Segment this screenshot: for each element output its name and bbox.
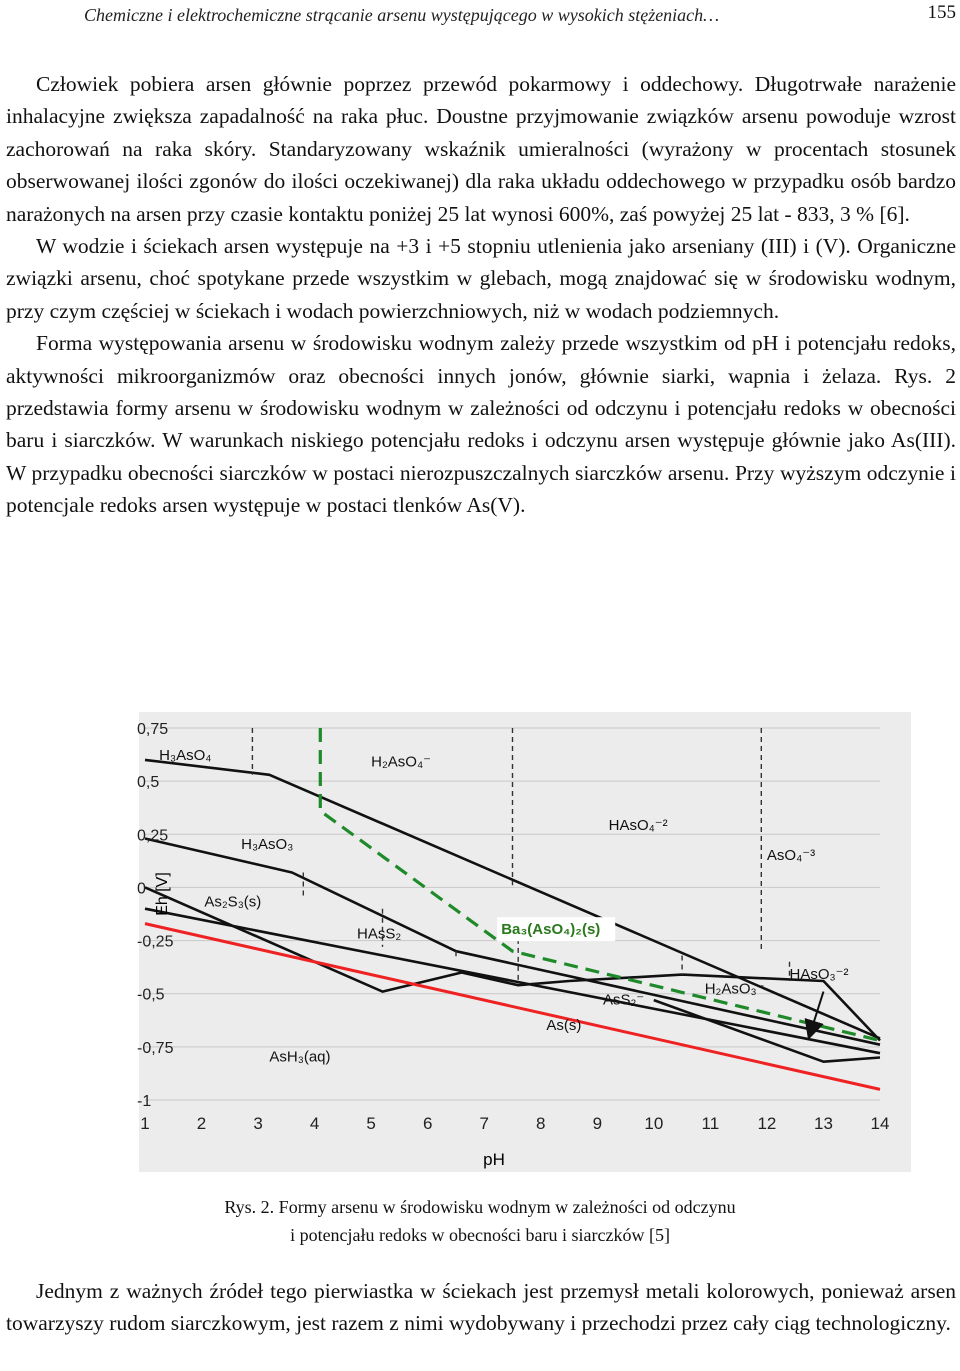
species-label: AsS₂⁻ bbox=[602, 991, 645, 1009]
page-number: 155 bbox=[927, 2, 956, 23]
figure-eh-ph-diagram bbox=[139, 712, 911, 1172]
body-text-after-figure bbox=[6, 1275, 956, 1340]
body-text bbox=[6, 68, 956, 522]
y-tick-label: 0,5 bbox=[137, 774, 160, 792]
x-tick-label: 8 bbox=[536, 1114, 546, 1133]
x-tick-label: 4 bbox=[309, 1114, 320, 1133]
species-label: AsO₄⁻³ bbox=[766, 846, 816, 864]
species-label: HAsO₃⁻² bbox=[789, 965, 849, 983]
y-tick-label: -0,5 bbox=[137, 986, 165, 1004]
page-header bbox=[0, 0, 960, 40]
species-label: HAsO₄⁻² bbox=[608, 817, 668, 835]
x-tick-label: 2 bbox=[196, 1114, 207, 1133]
running-title: Chemiczne i elektrochemiczne strącanie arsenu występującego w wysokich stężeniach… bbox=[84, 5, 720, 25]
x-tick-label: 10 bbox=[644, 1114, 664, 1133]
caption-line-1: Rys. 2. Formy arsenu w środowisku wodnym w zależności od odczynu bbox=[224, 1197, 736, 1217]
species-label: H₂AsO₃⁻ bbox=[704, 980, 765, 998]
paragraph-4: Jednym z ważnych źródeł tego pierwiastka w ściekach jest przemysł metali kolorowych, ponieważ arsen towarzyszy rudom siarczkowym, jest razem z nimi wydobywany i przechodzi przez cały ciąg technologiczny. bbox=[6, 1279, 956, 1336]
caption-line-2: i potencjału redoks w obecności baru i siarczków [5] bbox=[290, 1225, 670, 1245]
y-tick-label: -0,25 bbox=[137, 933, 174, 951]
x-tick-label: 9 bbox=[592, 1114, 603, 1133]
species-label: AsH₃(aq) bbox=[269, 1048, 331, 1066]
y-tick-label: 0 bbox=[137, 880, 146, 898]
y-tick-label: 0,25 bbox=[137, 827, 169, 845]
y-axis-label: Eh [V] bbox=[154, 872, 171, 916]
species-label: H₃AsO₄ bbox=[159, 746, 212, 764]
paragraph-2: W wodzie i ściekach arsen występuje na +3 i +5 stopniu utlenienia jako arseniany (III) i (V). Organiczne związki arsenu, choć spotykane przede wszystkim w glebach, mogą znajdować się w środowisku wodnym, przy czym częściej w ściekach i wodach powierzchniowych, niż w wodach podziemnych. bbox=[6, 234, 956, 323]
y-tick-label: -0,75 bbox=[137, 1039, 174, 1057]
species-label: As(s) bbox=[546, 1016, 582, 1034]
eh-ph-chart bbox=[139, 712, 911, 1172]
species-label: H₂AsO₄⁻ bbox=[371, 753, 432, 771]
species-label: Ba₃(AsO₄)₂(s) bbox=[501, 921, 601, 939]
x-tick-label: 14 bbox=[870, 1114, 890, 1133]
x-tick-label: 13 bbox=[814, 1114, 833, 1133]
species-label: H₃AsO₃ bbox=[241, 836, 294, 854]
x-tick-label: 1 bbox=[140, 1114, 150, 1133]
species-label: As₂S₃(s) bbox=[204, 893, 262, 911]
paragraph-3: Forma występowania arsenu w środowisku wodnym zależy przede wszystkim od pH i potencjału redoks, aktywności mikroorganizmów oraz obecności innych jonów, głównie siarki, wapnia i żelaza. Rys. 2 przedstawia formy arsenu w środowisku wodnym w zależności od odczynu i potencjału redoks w obecności baru i siarczków. W warunkach niskiego potencjału redoks i odczynu arsen występuje głównie jako As(III). W przypadku obecności siarczków w postaci nierozpuszczalnych siarczków arsenu. Przy wyższym odczynie i potencjale redoks arsen występuje w postaci tlenków As(V). bbox=[6, 331, 956, 518]
x-tick-label: 5 bbox=[366, 1114, 376, 1133]
x-tick-label: 6 bbox=[422, 1114, 433, 1133]
figure-caption bbox=[0, 1193, 960, 1249]
y-tick-label: -1 bbox=[137, 1093, 152, 1110]
x-tick-label: 3 bbox=[253, 1114, 263, 1133]
y-tick-label: 0,75 bbox=[137, 721, 169, 738]
x-tick-label: 11 bbox=[701, 1114, 720, 1133]
species-label: HAsS₂ bbox=[357, 925, 402, 943]
paragraph-1: Człowiek pobiera arsen głównie poprzez przewód pokarmowy i oddechowy. Długotrwałe narażenie inhalacyjne zwiększa zapadalność na raka płuc. Doustne przyjmowanie związków arsenu powoduje wzrost zachorowań na raka skóry. Standaryzowany wskaźnik umieralności (wyrażony w procentach stosunek obserwowanej ilości zgonów do ilości oczekiwanej) dla raka układu oddechowego w przypadku osób bardzo narażonych na arsen przy czasie kontaktu poniżej 25 lat wynosi 600%, zaś powyżej 25 lat - 833, 3 % [6]. bbox=[6, 72, 956, 226]
x-tick-label: 12 bbox=[757, 1114, 777, 1133]
x-tick-label: 7 bbox=[479, 1114, 489, 1133]
x-axis-label: pH bbox=[483, 1150, 505, 1169]
